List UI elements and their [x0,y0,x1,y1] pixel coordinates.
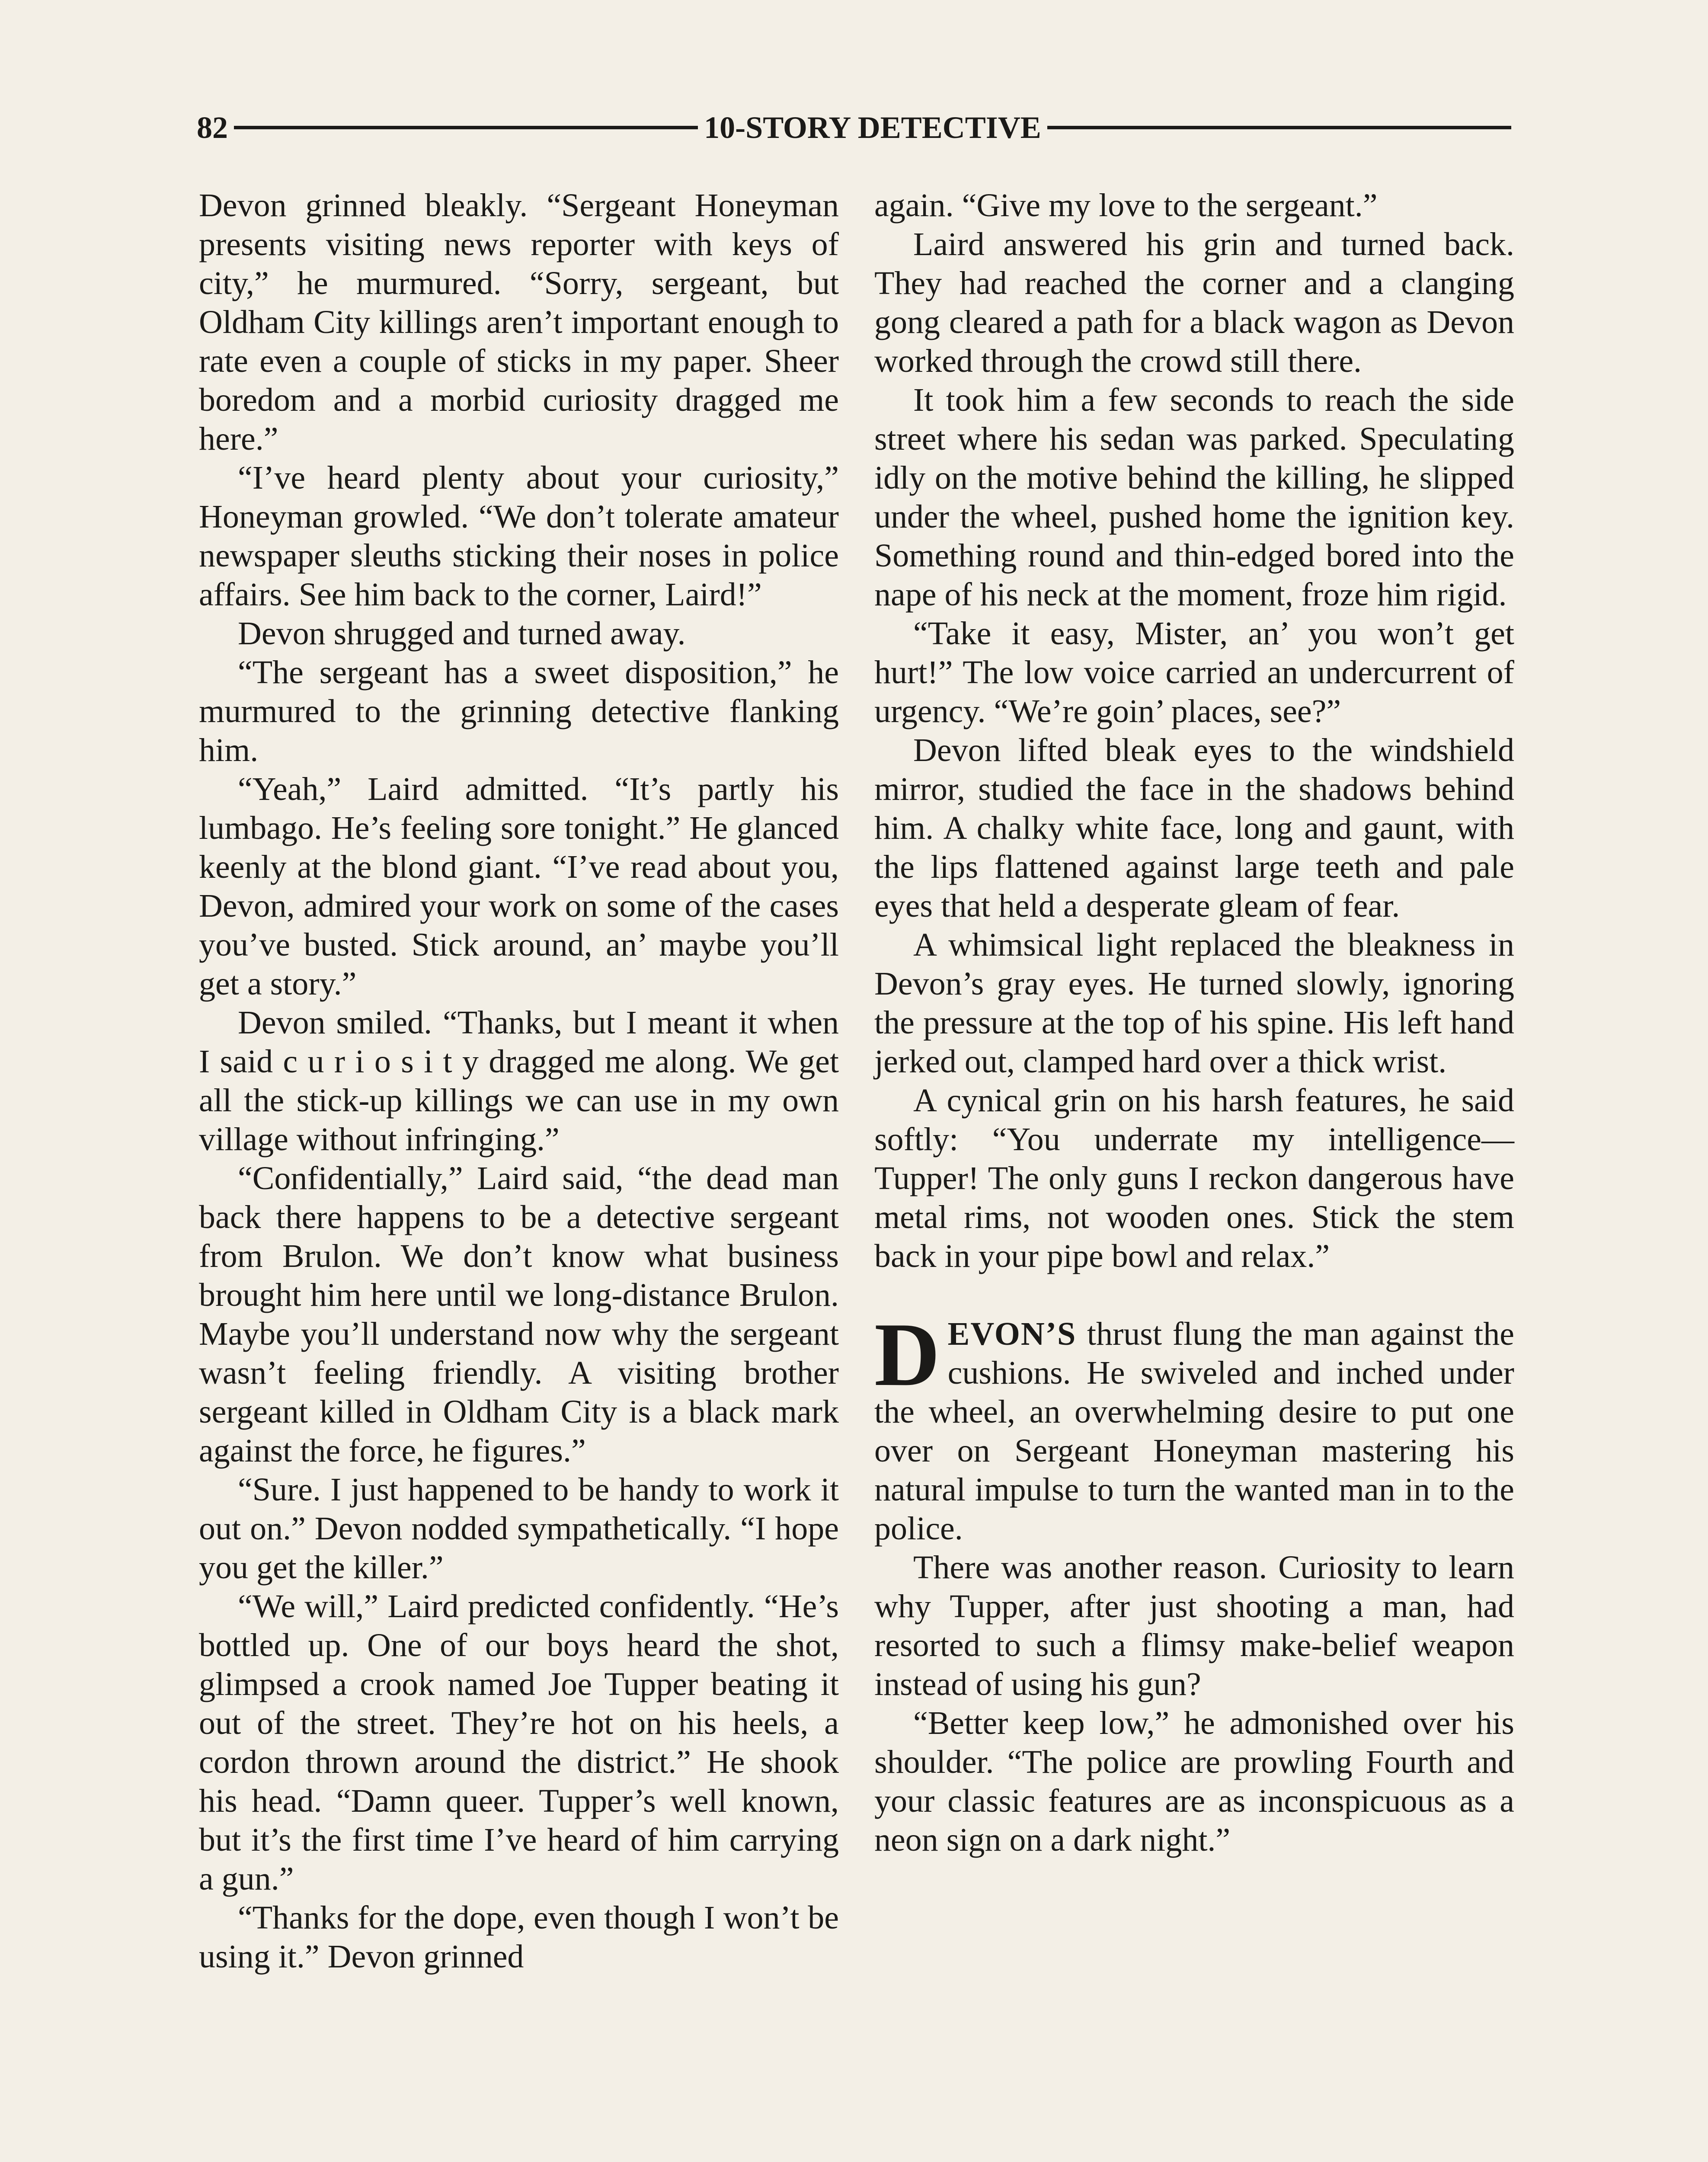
left-column [199,186,839,1976]
paragraph: “Yeah,” Laird admitted. “It’s partly his lumbago. He’s feeling sore tonight.” He glanced keenly at the blond giant. “I’ve read about you, Devon, admired your work on some of the cases you’ve busted. Stick around, an’ maybe you’ll get a story.” [199,771,839,1002]
drop-cap: D [874,1305,940,1405]
paragraph-text: thrust flung the man against the cushions. He swiveled and inched under the wheel, an overwhelming desire to put one over on Sergeant Honeyman mastering his natural impulse to turn the wanted man in to the police. [874,1316,1514,1547]
paragraph: It took him a few seconds to reach the side street where his sedan was parked. Speculating idly on the motive behind the killing, he slipped under the wheel, pushed home the ignition key. Something round and thin-edged bored into the nape of his neck at the moment, froze him rigid. [874,382,1514,613]
header-rule-right [1047,126,1511,129]
paragraph: Devon smiled. “Thanks, but I meant it when I said c u r i o s i t y dragged me along. We get all the stick-up killings we can use in my own village without infringing.” [199,1004,839,1158]
paragraph: “Take it easy, Mister, an’ you won’t get hurt!” The low voice carried an undercurrent of urgency. “We’re goin’ places, see?” [874,615,1514,729]
lead-caps: EVON’S [947,1316,1077,1352]
paragraph: Devon grinned bleakly. “Sergeant Honeyman presents visiting news reporter with keys of city,” he murmured. “Sorry, sergeant, but Oldham City killings aren’t important enough to rate even a couple of sticks in my paper. Sheer boredom and a morbid curiosity dragged me here.” [199,187,839,457]
paragraph: A cynical grin on his harsh features, he said softly: “You underrate my intelligence—Tupper! The only guns I reckon dangerous have metal rims, not wooden ones. Stick the stem back in your pipe bowl and relax.” [874,1082,1514,1274]
paragraph: Laird answered his grin and turned back. They had reached the corner and a clanging gong cleared a path for a black wagon as Devon worked through the crowd still there. [874,226,1514,379]
section-opening-paragraph [874,1305,1514,1548]
paragraph: “Confidentially,” Laird said, “the dead man back there happens to be a detective sergeant from Brulon. We don’t know what business brought him here until we long-distance Brulon. Maybe you’ll understand now why the sergeant wasn’t feeling friendly. A visiting brother sergeant killed in Oldham City is a black mark against the force, he figures.” [199,1160,839,1469]
paragraph: “Better keep low,” he admonished over his shoulder. “The police are prowling Fourth and your classic features are as inconspicuous as a neon sign on a dark night.” [874,1705,1514,1858]
paragraph: There was another reason. Curiosity to learn why Tupper, after just shooting a man, had resorted to such a flimsy make-belief weapon instead of using his gun? [874,1549,1514,1702]
paragraph: “We will,” Laird predicted confidently. “He’s bottled up. One of our boys heard the shot, glimpsed a crook named Joe Tupper beating it out of the street. They’re hot on his heels, a cordon thrown around the district.” He shook his head. “Damn queer. Tupper’s well known, but it’s the first time I’ve heard of him carrying a gun.” [199,1588,839,1897]
paragraph: A whimsical light replaced the bleakness in Devon’s gray eyes. He turned slowly, ignoring the pressure at the top of his spine. His left hand jerked out, clamped hard over a thick wrist. [874,927,1514,1080]
paragraph: Devon shrugged and turned away. [238,615,686,652]
magazine-title: 10-STORY DETECTIVE [704,110,1041,145]
page-number: 82 [197,110,228,145]
right-column [874,186,1514,1859]
header-rule-left [234,126,698,129]
paragraph: again. “Give my love to the sergeant.” [874,187,1378,224]
paragraph: Devon lifted bleak eyes to the windshield mirror, studied the face in the shadows behind him. A chalky white face, long and gaunt, with the lips flattened against large teeth and pale eyes that held a desperate gleam of fear. [874,732,1514,924]
running-header [197,104,1511,151]
paragraph: “I’ve heard plenty about your curiosity,” Honeyman growled. “We don’t tolerate amateur newspaper sleuths sticking their noses in police affairs. See him back to the corner, Laird!” [199,460,839,613]
paragraph: “The sergeant has a sweet disposition,” he murmured to the grinning detective flanking him. [199,654,839,768]
paragraph: “Thanks for the dope, even though I won’t be using it.” Devon grinned [199,1900,839,1975]
paragraph: “Sure. I just happened to be handy to work it out on.” Devon nodded sympathetically. “I hope you get the killer.” [199,1471,839,1586]
